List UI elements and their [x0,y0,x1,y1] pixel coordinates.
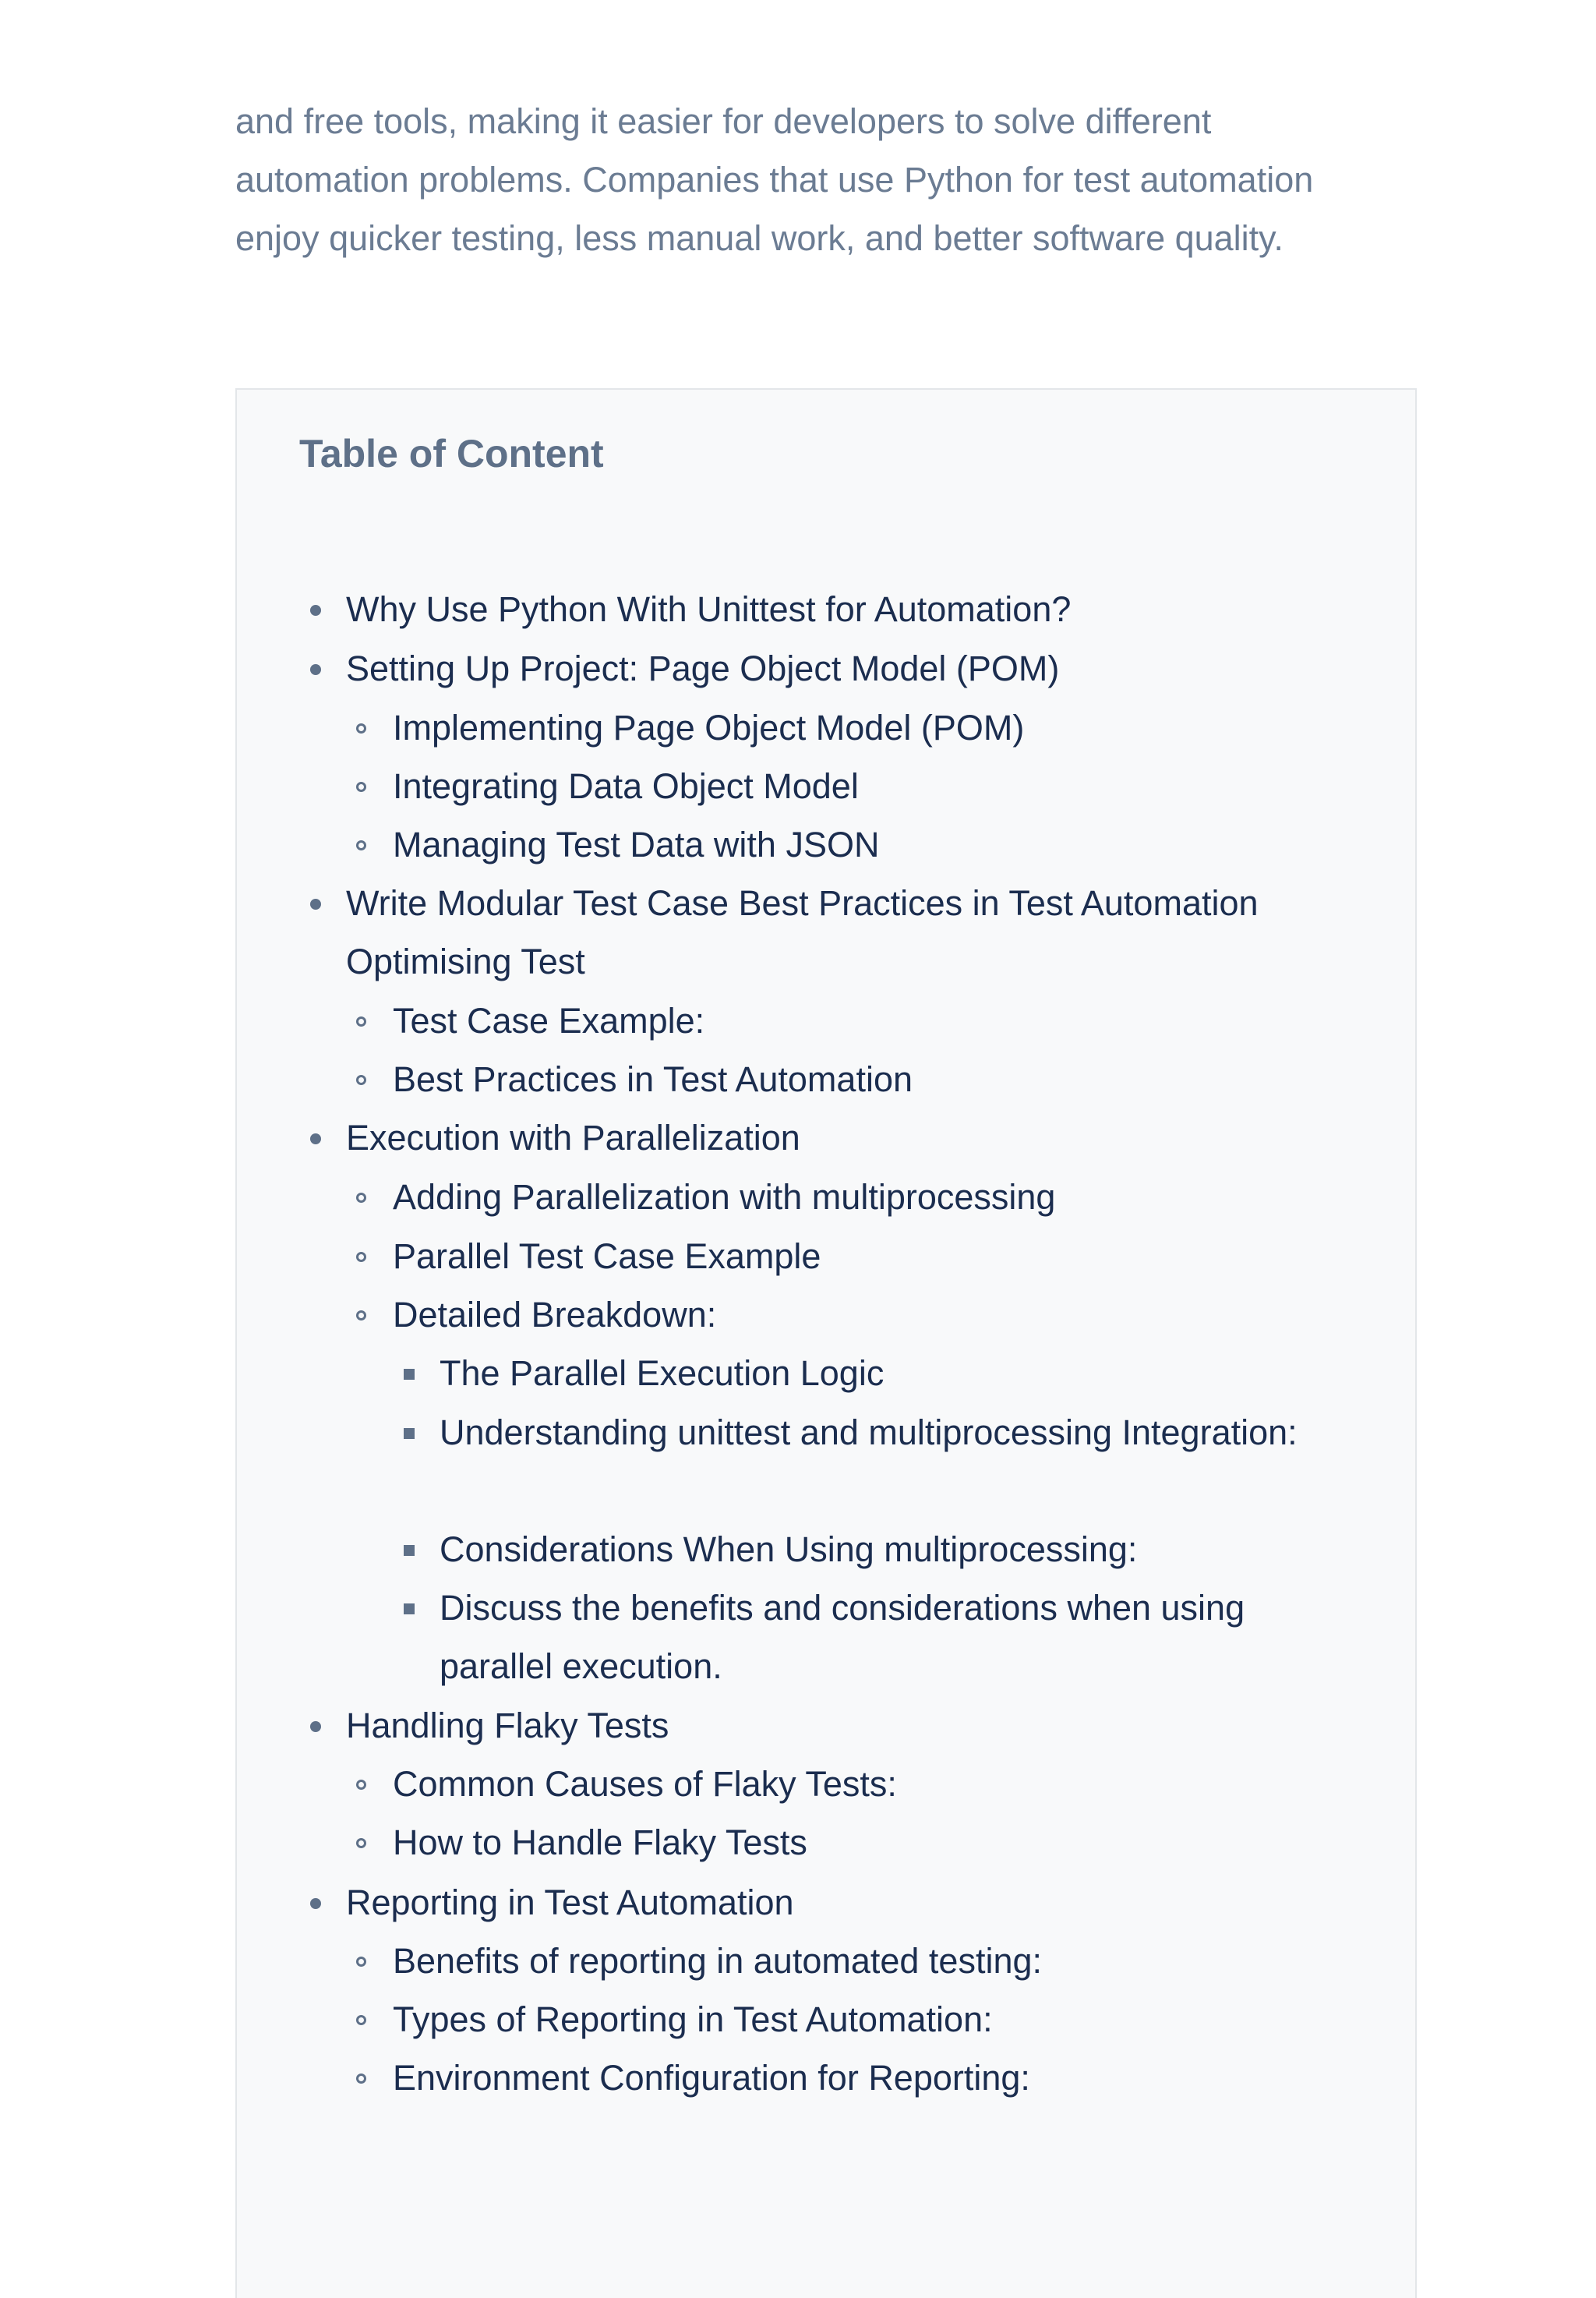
toc-item-label: The Parallel Execution Logic [440,1353,885,1393]
toc-item-label: Parallel Test Case Example [393,1236,821,1276]
circle-bullet-icon [356,2015,366,2025]
disc-bullet-icon [310,605,321,616]
toc-item-label: Managing Test Data with JSON [393,825,880,864]
toc-item-level-2[interactable] [393,815,1390,874]
toc-item-label: Environment Configuration for Reporting: [393,2058,1030,2098]
toc-item-label: Types of Reporting in Test Automation: [393,1999,993,2039]
toc-item-label: Best Practices in Test Automation [393,1059,913,1099]
toc-item-level-1[interactable] [346,1696,1390,1755]
toc-item-level-1[interactable] [346,1873,1390,1932]
toc-item-label: Common Causes of Flaky Tests: [393,1764,897,1804]
circle-bullet-icon [356,782,366,792]
circle-bullet-icon [356,2074,366,2084]
toc-item-level-2[interactable] [393,1813,1390,1872]
toc-item-level-1[interactable] [346,580,1390,638]
circle-bullet-icon [356,1957,366,1967]
square-bullet-icon [404,1545,415,1556]
circle-bullet-icon [356,1780,366,1790]
toc-item-level-2[interactable] [393,2049,1390,2107]
toc-item-label: Execution with Parallelization [346,1118,800,1158]
toc-item-label: Detailed Breakdown: [393,1295,717,1335]
toc-item-label: Reporting in Test Automation [346,1883,794,1922]
toc-item-level-3[interactable] [440,1520,1367,1579]
toc-item-label: Setting Up Project: Page Object Model (POM) [346,649,1060,688]
circle-bullet-icon [356,1193,366,1203]
toc-item-label: Considerations When Using multiprocessing: [440,1529,1138,1569]
toc-item-label: Discuss the benefits and considerations when using parallel execution. [440,1588,1245,1686]
toc-item-label: Understanding unittest and multiprocessing Integration: [440,1412,1298,1452]
toc-item-level-2[interactable] [393,1755,1390,1813]
toc-item-level-2[interactable] [393,1990,1390,2049]
toc-item-level-3[interactable] [440,1579,1367,1695]
toc-item-label: Integrating Data Object Model [393,766,859,806]
toc-item-label: Implementing Page Object Model (POM) [393,708,1025,748]
circle-bullet-icon [356,840,366,850]
toc-item-label: Benefits of reporting in automated testing: [393,1941,1043,1981]
disc-bullet-icon [310,1133,321,1144]
toc-item-label: How to Handle Flaky Tests [393,1822,807,1862]
toc-item-level-2[interactable] [393,992,1390,1050]
toc-item-level-1[interactable] [346,639,1390,698]
disc-bullet-icon [310,899,321,910]
intro-paragraph: and free tools, making it easier for developers to solve different automation problems. Companies that use Python for test automation enjoy quicker testing, less manual work, and better software quality. [235,101,1314,258]
toc-item-level-2[interactable] [393,1227,1390,1285]
toc-item-label: Why Use Python With Unittest for Automation? [346,589,1072,629]
toc-item-level-1[interactable] [346,1108,1390,1167]
square-bullet-icon [404,1428,415,1439]
disc-bullet-icon [310,1898,321,1909]
toc-title: Table of Content [299,432,604,476]
disc-bullet-icon [310,1721,321,1732]
circle-bullet-icon [356,1310,366,1320]
toc-item-level-2[interactable] [393,1168,1390,1226]
toc-item-label: Handling Flaky Tests [346,1706,669,1745]
circle-bullet-icon [356,1838,366,1848]
table-of-contents [235,388,1417,2298]
circle-bullet-icon [356,723,366,734]
toc-item-level-3[interactable] [440,1403,1367,1462]
square-bullet-icon [404,1603,415,1614]
toc-item-label: Write Modular Test Case Best Practices in Test Automation Optimising Test [346,883,1259,981]
circle-bullet-icon [356,1252,366,1262]
toc-item-label: Adding Parallelization with multiprocessing [393,1177,1056,1217]
toc-item-label: Test Case Example: [393,1001,705,1041]
circle-bullet-icon [356,1016,366,1027]
circle-bullet-icon [356,1075,366,1085]
disc-bullet-icon [310,664,321,675]
toc-item-level-1[interactable] [346,874,1390,991]
toc-item-level-2[interactable] [393,757,1390,815]
toc-item-level-2[interactable] [393,1932,1390,1990]
toc-item-level-3[interactable] [440,1344,1367,1402]
toc-item-level-2[interactable] [393,698,1390,757]
toc-item-level-2[interactable] [393,1050,1390,1108]
square-bullet-icon [404,1369,415,1380]
toc-item-level-2[interactable] [393,1285,1390,1344]
